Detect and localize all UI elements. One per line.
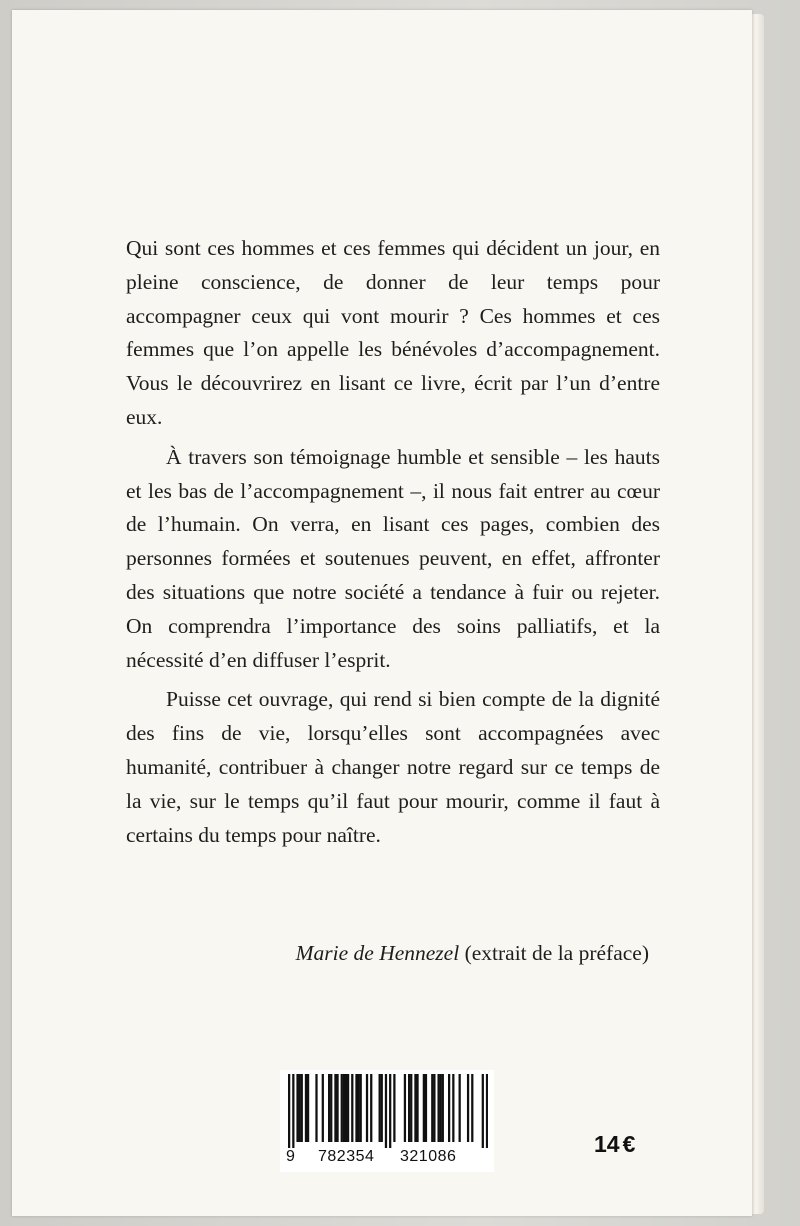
barcode-bar xyxy=(341,1074,343,1142)
barcode-bar xyxy=(393,1074,395,1142)
barcode-bar xyxy=(437,1074,439,1142)
barcode-bar xyxy=(330,1074,332,1142)
barcode-bar xyxy=(343,1074,345,1142)
isbn-right-group: 321086 xyxy=(400,1148,457,1165)
barcode-bar xyxy=(357,1074,359,1142)
barcode-bar xyxy=(448,1074,450,1142)
price-currency: € xyxy=(622,1131,636,1157)
barcode-bar xyxy=(404,1074,406,1142)
barcode-bar xyxy=(379,1074,381,1142)
blurb-paragraph-2: À travers son témoignage humble et sensible – les hauts et les bas de l’accompagnement –, il nous fait entrer au cœur de l’humain. On verra, en lisant ces pages, combien des personnes formées et soutenues peuvent, en effet, affronter des situations que notre société a tendance à fuir ou rejeter. On comprendra l’importance des soins palliatifs, et la nécessité d’en diffuser l’esprit. xyxy=(126,444,660,672)
isbn-left-group: 782354 xyxy=(318,1148,375,1165)
blurb-paragraph-3: Puisse cet ouvrage, qui rend si bien compte de la dignité des fins de vie, lorsqu’elles sont accompagnées avec humanité, contribuer à changer notre regard sur ce temps de la vie, sur le temps qu’il faut pour mourir, comme il faut à certains du temps pour naître. xyxy=(126,687,660,847)
barcode-bar xyxy=(351,1074,353,1142)
barcode-bar xyxy=(301,1074,303,1142)
barcode-bar xyxy=(423,1074,425,1142)
price-amount: 14 xyxy=(594,1131,620,1157)
attribution xyxy=(126,938,649,968)
barcode-bar xyxy=(442,1074,444,1142)
blurb-paragraph-1: Qui sont ces hommes et ces femmes qui décident un jour, en pleine conscience, de donner de leur temps pour accompagner ceux qui vont mourir ? Ces hommes et ces femmes que l’on appelle les bénévoles d’accompagnement. Vous le découvrirez en lisant ce livre, écrit par l’un d’entre eux. xyxy=(126,236,660,429)
barcode-bar xyxy=(410,1074,412,1142)
barcode-bar xyxy=(471,1074,473,1142)
barcode-bar xyxy=(315,1074,317,1142)
barcode-bar xyxy=(334,1074,336,1142)
barcode-bar xyxy=(307,1074,309,1142)
barcode-bar xyxy=(370,1074,372,1142)
barcode-bar xyxy=(288,1074,290,1148)
barcode-bar xyxy=(296,1074,298,1142)
barcode-bar xyxy=(355,1074,357,1142)
barcode-bar xyxy=(486,1074,488,1148)
barcode-bar xyxy=(385,1074,387,1148)
barcode-bar xyxy=(482,1074,484,1148)
blurb-text xyxy=(126,232,660,858)
attribution-note: (extrait de la préface) xyxy=(464,941,649,965)
barcode-bar xyxy=(292,1074,294,1148)
barcode-bar xyxy=(467,1074,469,1142)
isbn-first-digit: 9 xyxy=(286,1148,295,1165)
barcode-bar xyxy=(381,1074,383,1142)
isbn-barcode xyxy=(280,1070,494,1172)
barcode-bar xyxy=(360,1074,362,1142)
barcode-bar xyxy=(366,1074,368,1142)
barcode-bar xyxy=(452,1074,454,1142)
attribution-author: Marie de Hennezel xyxy=(295,941,460,965)
barcode-bar xyxy=(414,1074,416,1142)
barcode-bar xyxy=(322,1074,324,1142)
barcode-bar xyxy=(459,1074,461,1142)
barcode-bar xyxy=(431,1074,433,1142)
barcode-bar xyxy=(440,1074,442,1142)
barcode-bar xyxy=(305,1074,307,1142)
barcode-bar xyxy=(433,1074,435,1142)
barcode-bar xyxy=(408,1074,410,1142)
barcode-bar xyxy=(347,1074,349,1142)
barcode-bar xyxy=(389,1074,391,1148)
price-label xyxy=(594,1131,635,1158)
barcode-bar xyxy=(336,1074,338,1142)
barcode-bar xyxy=(299,1074,301,1142)
barcode-bar xyxy=(425,1074,427,1142)
barcode-bar xyxy=(328,1074,330,1142)
barcode-bar xyxy=(345,1074,347,1142)
barcode-bars xyxy=(288,1074,488,1148)
barcode-bar xyxy=(416,1074,418,1142)
